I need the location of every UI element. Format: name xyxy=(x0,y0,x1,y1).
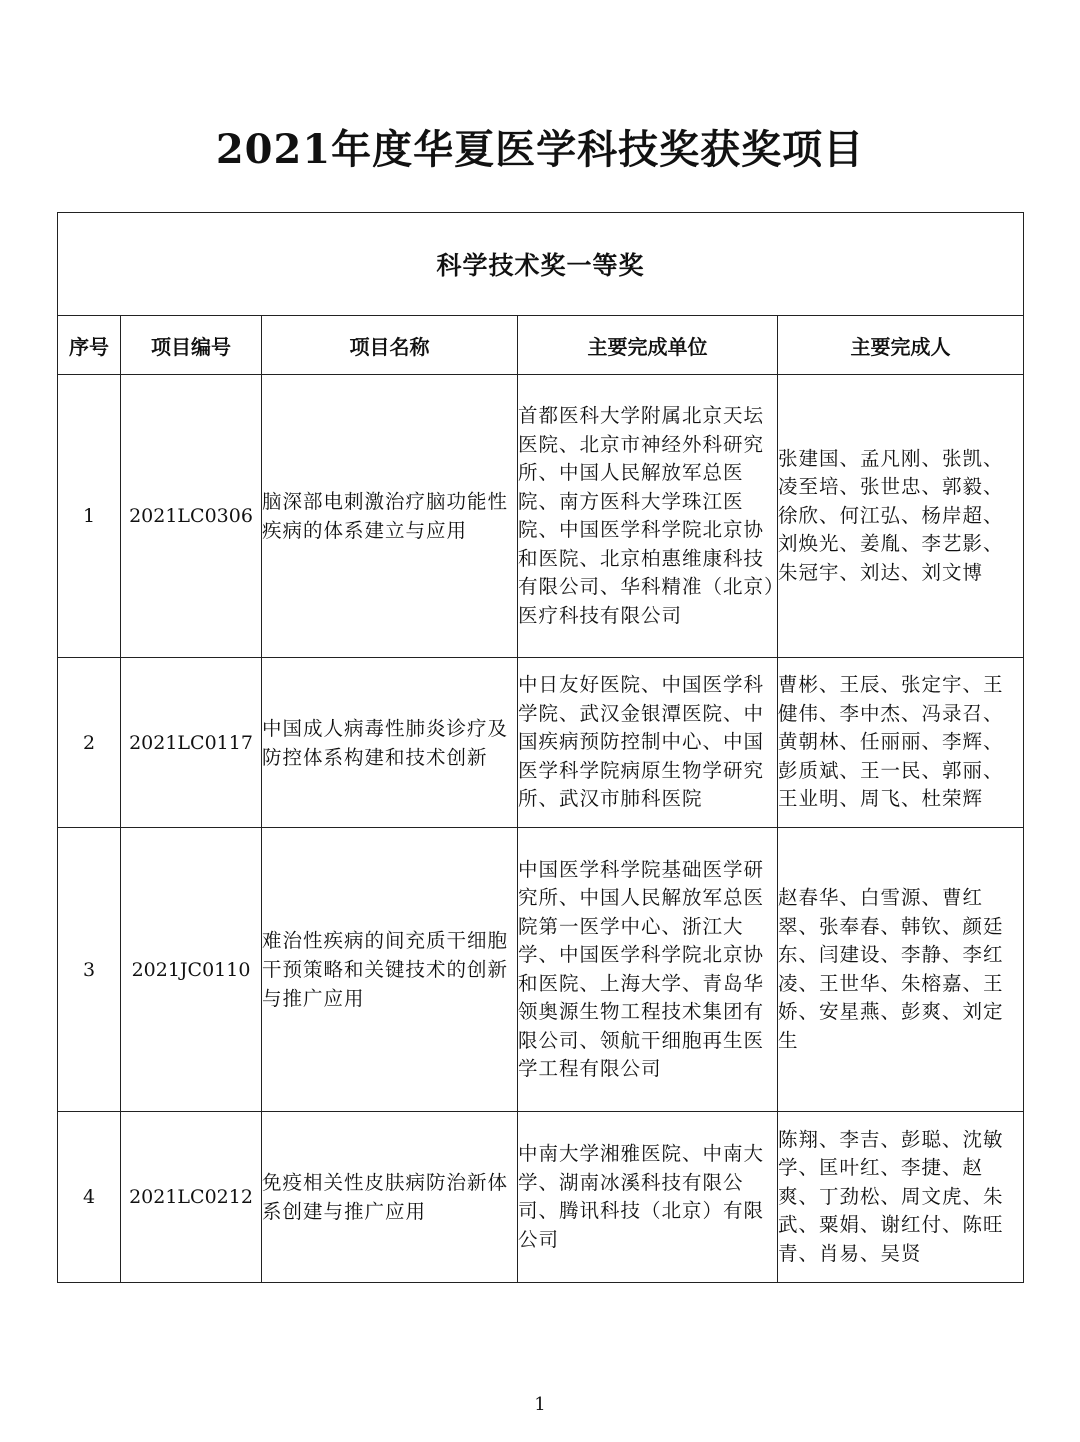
row-code: 2021LC0117 xyxy=(121,658,262,828)
table-row xyxy=(58,658,1024,828)
table-row xyxy=(58,1112,1024,1283)
page-title: 2021年度华夏医学科技奖获奖项目 xyxy=(215,126,865,173)
row-people: 曹彬、王辰、张定宇、王健伟、李中杰、冯录召、黄朝林、任丽丽、李辉、彭质斌、王一民、郭丽、王业明、周飞、杜荣辉 xyxy=(778,658,1024,828)
table-row xyxy=(58,828,1024,1112)
header-code: 项目编号 xyxy=(121,316,262,375)
row-units: 中日友好医院、中国医学科学院、武汉金银潭医院、中国疾病预防控制中心、中国医学科学院病原生物学研究所、武汉市肺科医院 xyxy=(518,658,778,828)
section-row xyxy=(58,213,1024,316)
row-project-name: 中国成人病毒性肺炎诊疗及防控体系构建和技术创新 xyxy=(262,658,518,828)
section-title: 科学技术奖一等奖 xyxy=(58,213,1024,316)
row-index: 1 xyxy=(58,375,121,658)
row-project-name: 难治性疾病的间充质干细胞干预策略和关键技术的创新与推广应用 xyxy=(262,828,518,1112)
header-units: 主要完成单位 xyxy=(518,316,778,375)
table-row xyxy=(58,375,1024,658)
row-units: 中南大学湘雅医院、中南大学、湖南冰溪科技有限公司、腾讯科技（北京）有限公司 xyxy=(518,1112,778,1283)
row-index: 3 xyxy=(58,828,121,1112)
row-code: 2021LC0212 xyxy=(121,1112,262,1283)
row-units: 首都医科大学附属北京天坛医院、北京市神经外科研究所、中国人民解放军总医院、南方医科大学珠江医院、中国医学科学院北京协和医院、北京柏惠维康科技有限公司、华科精准（北京）医疗科技有限公司 xyxy=(518,375,778,658)
row-people: 赵春华、白雪源、曹红翠、张奉春、韩钦、颜廷东、闫建设、李静、李红凌、王世华、朱榕嘉、王娇、安星燕、彭爽、刘定生 xyxy=(778,828,1024,1112)
row-people: 张建国、孟凡刚、张凯、凌至培、张世忠、郭毅、徐欣、何江弘、杨岸超、刘焕光、姜胤、李艺影、朱冠宇、刘达、刘文博 xyxy=(778,375,1024,658)
page-number: 1 xyxy=(534,1394,546,1415)
row-index: 4 xyxy=(58,1112,121,1283)
header-people: 主要完成人 xyxy=(778,316,1024,375)
header-name: 项目名称 xyxy=(262,316,518,375)
header-index: 序号 xyxy=(58,316,121,375)
award-table xyxy=(57,212,1024,1283)
row-code: 2021LC0306 xyxy=(121,375,262,658)
row-project-name: 脑深部电刺激治疗脑功能性疾病的体系建立与应用 xyxy=(262,375,518,658)
row-code: 2021JC0110 xyxy=(121,828,262,1112)
row-people: 陈翔、李吉、彭聪、沈敏学、匡叶红、李捷、赵爽、丁劲松、周文虎、朱武、粟娟、谢红付、陈旺青、肖易、吴贤 xyxy=(778,1112,1024,1283)
header-row xyxy=(58,316,1024,375)
row-units: 中国医学科学院基础医学研究所、中国人民解放军总医院第一医学中心、浙江大学、中国医学科学院北京协和医院、上海大学、青岛华领奥源生物工程技术集团有限公司、领航干细胞再生医学工程有限公司 xyxy=(518,828,778,1112)
row-index: 2 xyxy=(58,658,121,828)
row-project-name: 免疫相关性皮肤病防治新体系创建与推广应用 xyxy=(262,1112,518,1283)
